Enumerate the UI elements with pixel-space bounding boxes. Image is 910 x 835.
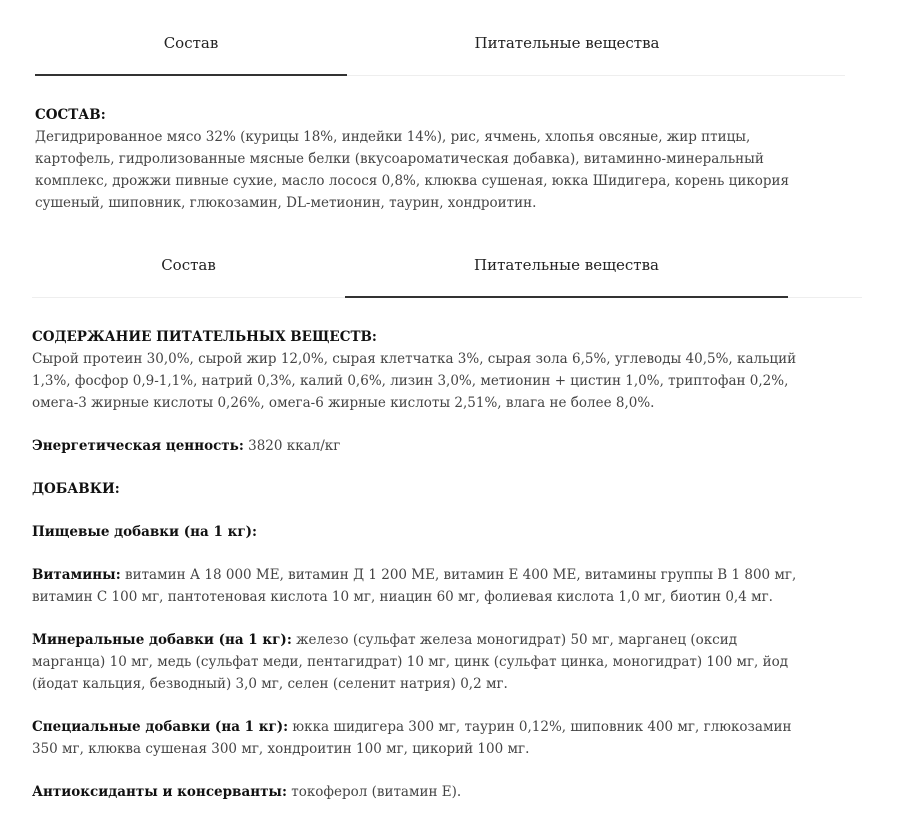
food-additives-heading: Пищевые добавки (на 1 кг): xyxy=(32,524,257,540)
tab-composition[interactable]: Состав xyxy=(35,0,347,76)
nutrients-heading: СОДЕРЖАНИЕ ПИТАТЕЛЬНЫХ ВЕЩЕСТВ: xyxy=(32,329,377,345)
additives-row xyxy=(32,478,802,500)
composition-text: Дегидрированное мясо 32% (курицы 18%, индейки 14%), рис, ячмень, хлопья овсяные, жир птицы, картофель, гидролизованные мясные белки (вкусоароматическая добавка), витаминно-минеральный комплекс, дрожжи пивные сухие, масло лосося 0,8%, клюква сушеная, юкка Шидигера, корень цикория сушеный, шиповник, глюкозамин, DL-метионин, таурин, хондроитин. xyxy=(35,129,790,211)
composition-panel xyxy=(35,104,795,214)
vitamins-row xyxy=(32,564,802,608)
tabs-bar-top xyxy=(0,0,910,76)
energy-row xyxy=(32,435,802,457)
antioxidants-text: токоферол (витамин Е). xyxy=(286,784,462,800)
nutrients-text: Сырой протеин 30,0%, сырой жир 12,0%, сырая клетчатка 3%, сырая зола 6,5%, углеводы 40,5%, кальций 1,3%, фосфор 0,9-1,1%, натрий 0,3%, калий 0,6%, лизин 3,0%, метионин + цистин 1,0%, триптофан 0,2%, омега-3 жирные кислоты 0,26%, омега-6 жирные кислоты 2,51%, влага не более 8,0%. xyxy=(32,351,797,411)
tab-nutrients[interactable]: Питательные вещества xyxy=(345,222,788,298)
food-additives-row xyxy=(32,521,802,543)
composition-heading: СОСТАВ: xyxy=(35,107,106,123)
antioxidants-row xyxy=(32,781,802,803)
nutrients-panel xyxy=(32,326,802,824)
antioxidants-label: Антиоксиданты и консерванты: xyxy=(32,784,287,800)
special-label: Специальные добавки (на 1 кг): xyxy=(32,719,289,735)
special-text: юкка шидигера 300 мг, таурин 0,12%, шиповник 400 мг, глюкозамин 350 мг, клюква сушеная 300 мг, хондроитин 100 мг, цикорий 100 мг. xyxy=(32,719,792,757)
energy-label: Энергетическая ценность: xyxy=(32,438,244,454)
minerals-text: железо (сульфат железа моногидрат) 50 мг, марганец (оксид марганца) 10 мг, медь (сульфат меди, пентагидрат) 10 мг, цинк (сульфат цинка, моногидрат) 100 мг, йод (йодат кальция, безводный) 3,0 мг, селен (селенит натрия) 0,2 мг. xyxy=(32,632,789,692)
vitamins-text: витамин А 18 000 МЕ, витамин Д 1 200 МЕ, витамин Е 400 МЕ, витамины группы В 1 800 мг, витамин С 100 мг, пантотеновая кислота 10 мг, ниацин 60 мг, фолиевая кислота 1,0 мг, биотин 0,4 мг. xyxy=(32,567,797,605)
tabs-bar-bottom xyxy=(0,222,910,298)
nutrients-section xyxy=(32,326,802,414)
tab-nutrients[interactable]: Питательные вещества xyxy=(474,34,660,52)
energy-value: 3820 ккал/кг xyxy=(243,438,341,454)
vitamins-label: Витамины: xyxy=(32,567,121,583)
minerals-row xyxy=(32,629,802,695)
tab-composition[interactable]: Состав xyxy=(161,256,216,274)
additives-heading: ДОБАВКИ: xyxy=(32,481,120,497)
special-row xyxy=(32,716,802,760)
minerals-label: Минеральные добавки (на 1 кг): xyxy=(32,632,292,648)
